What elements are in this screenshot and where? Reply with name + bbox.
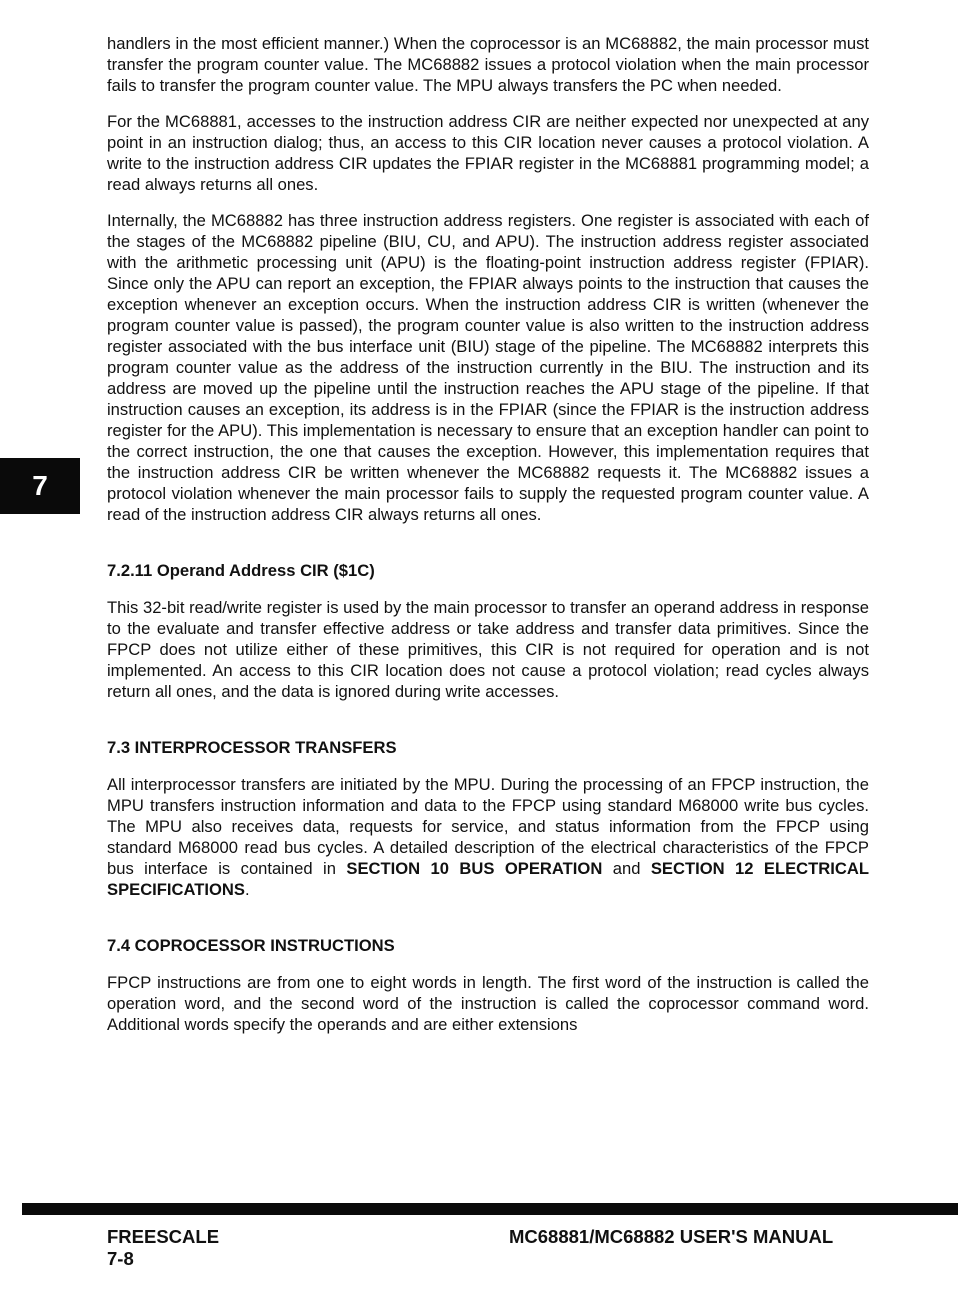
footer-publisher: FREESCALE	[107, 1226, 220, 1247]
paragraph-operand-address-cir: This 32-bit read/write register is used by the main processor to transfer an operand address in response to the evaluate and transfer effective address or take address and transfer data primitives. Since the FPCP does not utilize either of these primitives, this CIR is not required for operation and is not implemented. An access to this CIR location does not cause a protocol violation; read cycles always return all ones, and the data is ignored during write accesses.	[107, 598, 869, 701]
paragraph-mc68881-accesses: For the MC68881, accesses to the instruction address CIR are neither expected nor unexpected at any point in an instruction dialog; thus, an access to this CIR location never causes a protocol violation. A write to the instruction address CIR updates the FPIAR register in the MC68881 programming model; a read always returns all ones.	[107, 112, 869, 194]
section-ref-electrical-specs: SECTION 12 ELECTRICAL SPECIFICATIONS	[107, 859, 869, 899]
heading-7-4: 7.4 COPROCESSOR INSTRUCTIONS	[107, 936, 395, 955]
paragraph-interprocessor-transfers	[107, 774, 869, 900]
transfers-text: All interprocessor transfers are initiated by the MPU. During the processing of an FPCP instruction, the MPU transfers instruction information and data to the FPCP using standard M68000 write bus cycles. The MPU also receives data, requests for service, and status information from the FPCP using standard M68000 read bus cycles. A detailed description of the electrical characteristics of the FPCP bus interface is contained in	[107, 775, 869, 878]
paragraph-coprocessor-instructions: FPCP instructions are from one to eight words in length. The first word of the instruction is called the operation word, and the second word of the instruction is called the coprocessor command word. Additional words specify the operands and are either extensions	[107, 973, 869, 1034]
transfers-end: .	[244, 880, 250, 899]
footer-page-number: 7-8	[107, 1248, 134, 1269]
paragraph-handlers: handlers in the most efficient manner.) When the coprocessor is an MC68882, the main processor must transfer the program counter value. The MC68882 issues a protocol violation when the main processor fails to transfer the program counter value. The MPU always transfers the PC when needed.	[107, 34, 869, 95]
heading-7-3: 7.3 INTERPROCESSOR TRANSFERS	[107, 738, 397, 757]
transfers-conjunction: and	[602, 859, 651, 878]
footer-left	[107, 1226, 219, 1270]
page-body	[107, 33, 869, 1050]
chapter-tab: 7	[0, 458, 80, 514]
section-ref-bus-operation: SECTION 10 BUS OPERATION	[346, 859, 603, 878]
paragraph-mc68882-registers: Internally, the MC68882 has three instruction address registers. One register is associated with each of the stages of the MC68882 pipeline (BIU, CU, and APU). The instruction address register associated with the arithmetic processing unit (APU) is the floating-point instruction address register (FPIAR). Since only the APU can report an exception, the FPIAR always points to the instruction that causes the exception whenever an exception occurs. When the instruction address CIR is written (whenever the program counter value is passed), the program counter value is also written to the instruction address register associated with the bus interface unit (BIU) stage of the pipeline. The MC68882 interprets this program counter value as the address of the instruction currently in the BIU. The instruction and its address are moved up the pipeline until the instruction reaches the APU stage of the pipeline. If that instruction causes an exception, its address is in the FPIAR (since the FPIAR is the instruction address register for the APU). This implementation is necessary to ensure that an exception handler can point to the correct instruction, the one that causes the exception. However, this implementation requires that the instruction address CIR be written whenever the MC68882 requests it. The MC68882 issues a protocol violation whenever the main processor fails to supply the requested program counter value. A read of the instruction address CIR always returns all ones.	[107, 211, 869, 524]
footer-rule	[22, 1203, 958, 1215]
footer-manual-title: MC68881/MC68882 USER'S MANUAL	[509, 1226, 834, 1247]
heading-7-2-11: 7.2.11 Operand Address CIR ($1C)	[107, 561, 375, 580]
